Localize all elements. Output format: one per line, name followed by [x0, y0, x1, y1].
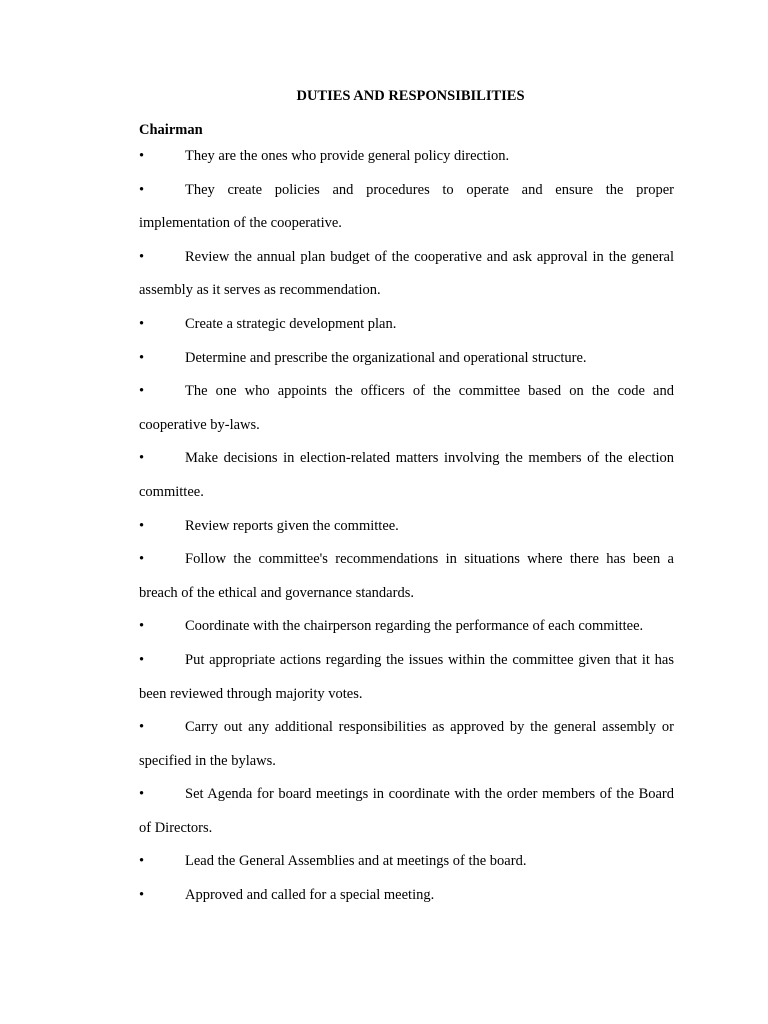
duty-text: Put appropriate actions regarding the issues within the committee given that it has been reviewed through majority votes.: [139, 651, 674, 702]
bullet-icon: •: [139, 853, 145, 870]
duty-text: They are the ones who provide general policy direction.: [185, 148, 510, 164]
document-title: DUTIES AND RESPONSIBILITIES: [296, 88, 525, 104]
bullet-icon: •: [139, 248, 145, 265]
duty-item: [139, 375, 674, 442]
duty-item: [139, 342, 674, 376]
bullet-icon: •: [139, 551, 145, 568]
bullet-icon: •: [139, 618, 145, 635]
duty-text: Create a strategic development plan.: [185, 315, 397, 332]
bullet-icon: •: [139, 148, 145, 164]
duty-text: Coordinate with the chairperson regarding the performance of each committee.: [185, 618, 644, 635]
section-heading-chairman: Chairman: [139, 122, 203, 138]
duty-item: [139, 174, 674, 241]
document-page: [139, 86, 674, 913]
duty-item: [139, 644, 674, 711]
duty-text: Lead the General Assemblies and at meetings of the board.: [185, 853, 527, 870]
duty-text: Review reports given the committee.: [185, 517, 399, 534]
bullet-icon: •: [139, 517, 145, 534]
duty-item: [139, 543, 674, 610]
duty-text: Carry out any additional responsibilities as approved by the general assembly or specified in the bylaws.: [139, 719, 674, 769]
duty-item: [139, 711, 674, 778]
duty-text: Review the annual plan budget of the cooperative and ask approval in the general assembly as it serves as recommendation.: [139, 248, 674, 299]
bullet-icon: •: [139, 450, 145, 467]
bullet-icon: •: [139, 786, 145, 803]
duties-list: [139, 140, 674, 913]
bullet-icon: •: [139, 651, 145, 668]
bullet-icon: •: [139, 719, 145, 736]
duty-text: Follow the committee's recommendations in situations where there has been a breach of the ethical and governance standards.: [139, 551, 674, 601]
duty-text: Approved and called for a special meeting.: [185, 887, 435, 904]
duty-text: Determine and prescribe the organizational and operational structure.: [185, 349, 587, 366]
duty-item: [139, 308, 674, 342]
duty-text: Set Agenda for board meetings in coordinate with the order members of the Board of Directors.: [139, 786, 674, 836]
duty-item: [139, 778, 674, 845]
duty-item: [139, 845, 674, 879]
duty-item: [139, 510, 674, 544]
duty-text: They create policies and procedures to operate and ensure the proper implementation of the cooperative.: [139, 181, 674, 232]
bullet-icon: •: [139, 315, 145, 332]
duty-item: [139, 879, 674, 913]
duty-text: The one who appoints the officers of the committee based on the code and cooperative by-laws.: [139, 383, 674, 433]
bullet-icon: •: [139, 349, 145, 366]
bullet-icon: •: [139, 383, 145, 400]
duty-item: [139, 241, 674, 308]
duty-item: [139, 610, 674, 644]
duty-item: [139, 140, 674, 174]
bullet-icon: •: [139, 887, 145, 904]
bullet-icon: •: [139, 181, 145, 198]
duty-text: Make decisions in election-related matters involving the members of the election committee.: [139, 450, 674, 500]
duty-item: [139, 442, 674, 509]
